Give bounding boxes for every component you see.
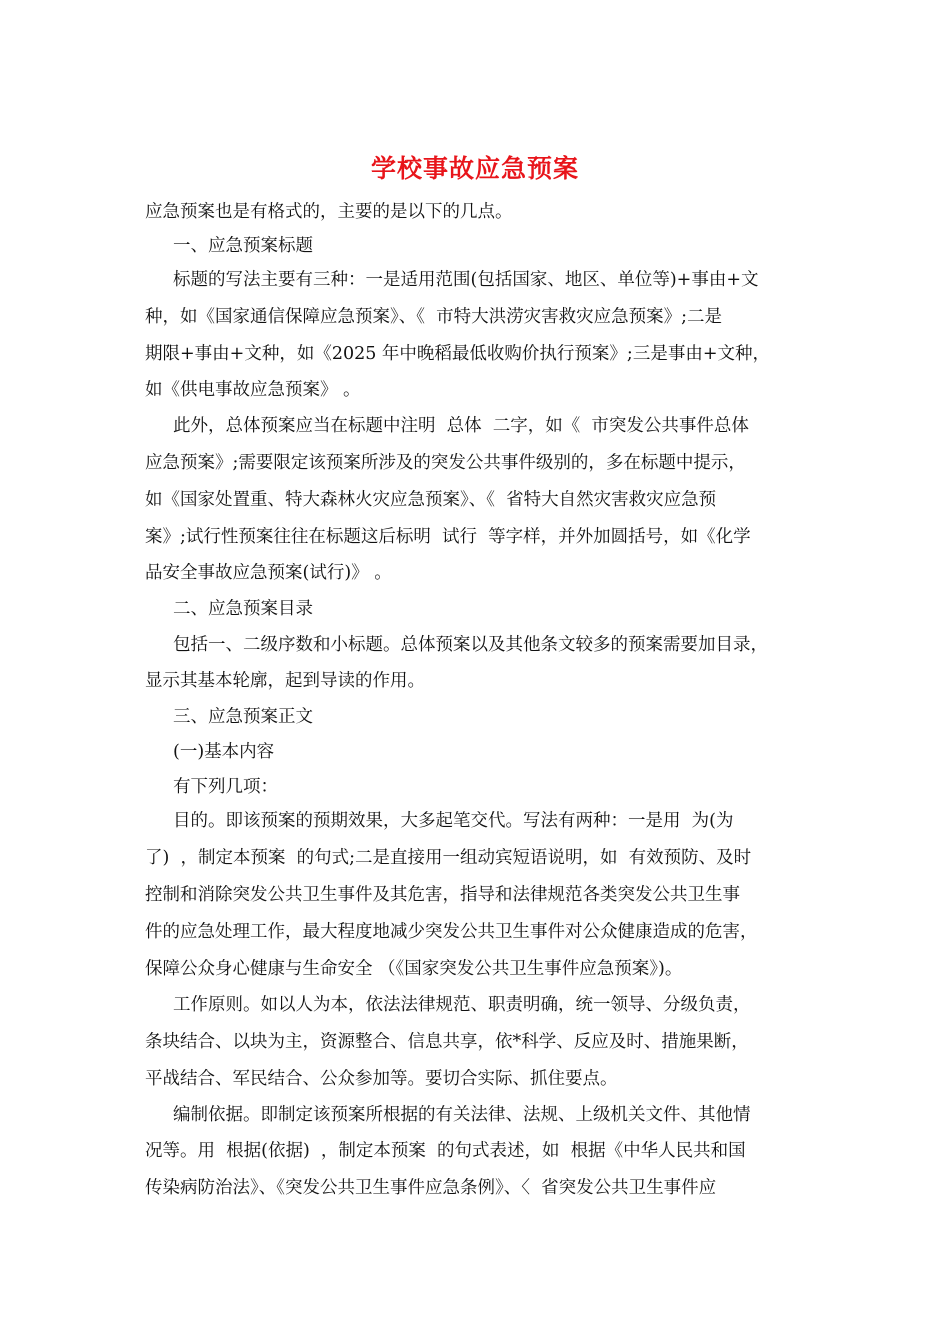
paragraph-line: 平战结合、军民结合、公众参加等。要切合实际、抓住要点。 xyxy=(145,1069,618,1089)
paragraph-line: 目的。即该预案的预期效果，大多起笔交代。写法有两种：一是用 为(为 xyxy=(173,811,734,831)
paragraph-line: 此外，总体预案应当在标题中注明 总体 二字，如《 市突发公共事件总体 xyxy=(173,416,749,436)
paragraph-line: 了) ，制定本预案 的句式;二是直接用一组动宾短语说明，如 有效预防、及时 xyxy=(145,848,752,868)
paragraph-line: 期限+事由+文种，如《2025 年中晚稻最低收购价执行预案》;三是事由+文种， xyxy=(145,344,770,364)
paragraph-line: 保障公众身心健康与生命安全 （《国家突发公共卫生事件应急预案》)。 xyxy=(145,959,683,979)
paragraph-line: 包括一、二级序数和小标题。总体预案以及其他条文较多的预案需要加目录， xyxy=(173,635,768,655)
paragraph-line: 品安全事故应急预案(试行)》 。 xyxy=(145,563,392,583)
paragraph-line: 控制和消除突发公共卫生事件及其危害，指导和法律规范各类突发公共卫生事 xyxy=(145,885,740,905)
paragraph-line: 案》;试行性预案往往在标题这后标明 试行 等字样，并外加圆括号，如《化学 xyxy=(145,527,751,547)
paragraph-line: 应急预案》;需要限定该预案所涉及的突发公共事件级别的，多在标题中提示， xyxy=(145,453,746,473)
paragraph-line: 种，如《国家通信保障应急预案》、《 市特大洪涝灾害救灾应急预案》;二是 xyxy=(145,307,723,327)
paragraph-line: 传染病防治法》、《突发公共卫生事件应急条例》、〈 省突发公共卫生事件应 xyxy=(145,1178,717,1198)
document-title: 学校事故应急预案 xyxy=(370,154,579,183)
section-heading: 二、应急预案目录 xyxy=(173,599,313,619)
subsection-heading: (一)基本内容 xyxy=(173,742,275,762)
paragraph-line: 如《供电事故应急预案》 。 xyxy=(145,380,361,400)
paragraph-line: 显示其基本轮廓，起到导读的作用。 xyxy=(145,671,425,691)
paragraph-line: 件的应急处理工作，最大程度地减少突发公共卫生事件对公众健康造成的危害， xyxy=(145,922,758,942)
paragraph-line: 有下列几项： xyxy=(173,777,278,797)
section-heading: 三、应急预案正文 xyxy=(173,707,313,727)
paragraph-line: 工作原则。如以人为本，依法法律规范、职责明确，统一领导、分级负责， xyxy=(173,995,751,1015)
paragraph-line: 况等。用 根据(依据) ，制定本预案 的句式表述，如 根据《中华人民共和国 xyxy=(145,1141,746,1161)
paragraph-line: 应急预案也是有格式的，主要的是以下的几点。 xyxy=(145,202,513,222)
section-heading: 一、应急预案标题 xyxy=(173,236,313,256)
paragraph-line: 如《国家处置重、特大森林火灾应急预案》、《 省特大自然灾害救灾应急预 xyxy=(145,490,717,510)
paragraph-line: 标题的写法主要有三种：一是适用范围(包括国家、地区、单位等)+事由+文 xyxy=(173,270,759,290)
paragraph-line: 编制依据。即制定该预案所根据的有关法律、法规、上级机关文件、其他情 xyxy=(173,1105,751,1125)
paragraph-line: 条块结合、以块为主，资源整合、信息共享，依*科学、反应及时、措施果断， xyxy=(145,1032,749,1052)
